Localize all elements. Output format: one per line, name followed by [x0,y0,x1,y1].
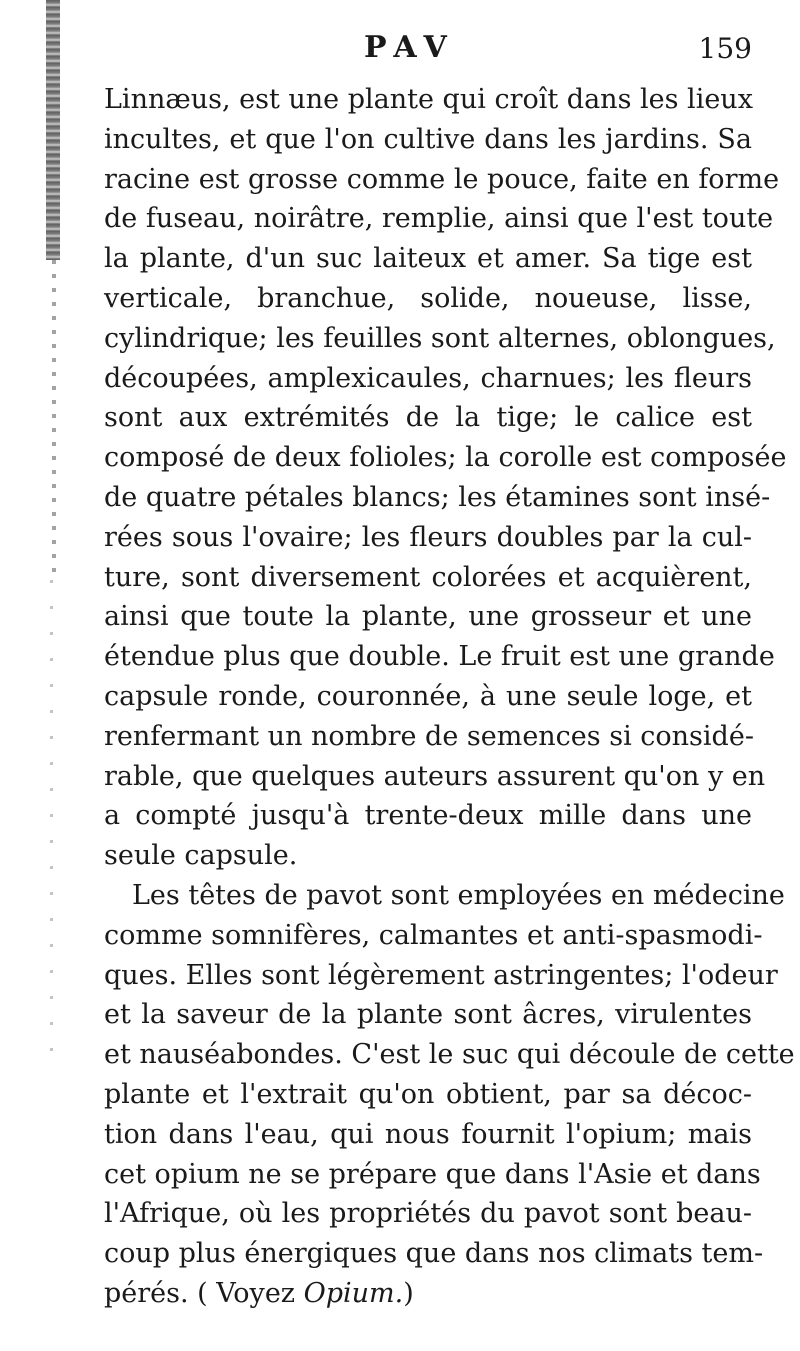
body-text [104,80,795,1314]
page-gutter-edge [0,0,64,1351]
text-line: ture, sont diversement colorées et acquièrent, [104,561,752,593]
text-line: la plante, d'un suc laiteux et amer. Sa tige est [104,243,752,275]
text-fragment: pérés. ( Voyez [104,1277,304,1309]
binding-edge-mark [46,0,60,260]
text-line: Linnæus, est une plante qui croît dans les lieux [104,84,753,115]
text-line: composé de deux folioles; la corolle est composée [104,442,787,474]
text-line: rées sous l'ovaire; les fleurs doubles par la cul- [104,521,752,553]
text-line: a compté jusqu'à trente-deux mille dans une [104,800,752,832]
text-line: et la saveur de la plante sont âcres, virulentes [104,999,752,1031]
text-line: de quatre pétales blancs; les étamines sont insé- [104,481,771,513]
text-line: plante et l'extrait qu'on obtient, par sa décoc- [104,1078,752,1110]
text-line: tion dans l'eau, qui nous fournit l'opium; mais [104,1118,752,1150]
text-line: rable, que quelques auteurs assurent qu'on y en [104,760,766,792]
text-line: verticale, branchue, solide, noueuse, lisse, [104,282,752,314]
text-line: ques. Elles sont légèrement astringentes; l'odeur [104,959,778,991]
page-number: 159 [698,32,752,65]
paragraph [104,876,795,1314]
text-line: Les têtes de pavot sont employées en médecine [132,879,785,911]
text-line: comme somnifères, calmantes et anti-spasmodi- [104,919,763,951]
text-line: et nauséabondes. C'est le suc qui découle de cette [104,1039,795,1071]
text-line-final [104,1274,752,1314]
paragraph [104,80,787,876]
text-line: seule capsule. [104,840,298,872]
text-line: étendue plus que double. Le fruit est une grande [104,641,775,673]
text-line: découpées, amplexicaules, charnues; les fleurs [104,362,752,394]
text-line: cet opium ne se prépare que dans l'Asie et dans [104,1158,761,1190]
text-line: de fuseau, noirâtre, remplie, ainsi que l'est toute [104,203,774,235]
binding-edge-mark [50,580,53,1060]
text-line: l'Afrique, où les propriétés du pavot sont beau- [104,1198,752,1230]
text-line: renfermant un nombre de semences si considé- [104,720,754,752]
text-line: coup plus énergiques que dans nos climats tem- [104,1238,764,1270]
text-line: capsule ronde, couronnée, à une seule loge, et [104,680,752,712]
text-line: incultes, et que l'on cultive dans les jardins. Sa [104,123,752,155]
text-line: cylindrique; les feuilles sont alternes, oblongues, [104,322,776,354]
text-line: ainsi que toute la plante, une grosseur et une [104,601,752,633]
binding-edge-mark [52,260,56,580]
running-head: PAV [364,30,456,65]
text-fragment: ) [403,1277,414,1309]
page-header [104,30,752,70]
text-line: racine est grosse comme le pouce, faite en forme [104,163,780,195]
text-line: sont aux extrémités de la tige; le calice est [104,402,752,434]
cross-reference: Opium. [303,1277,404,1309]
